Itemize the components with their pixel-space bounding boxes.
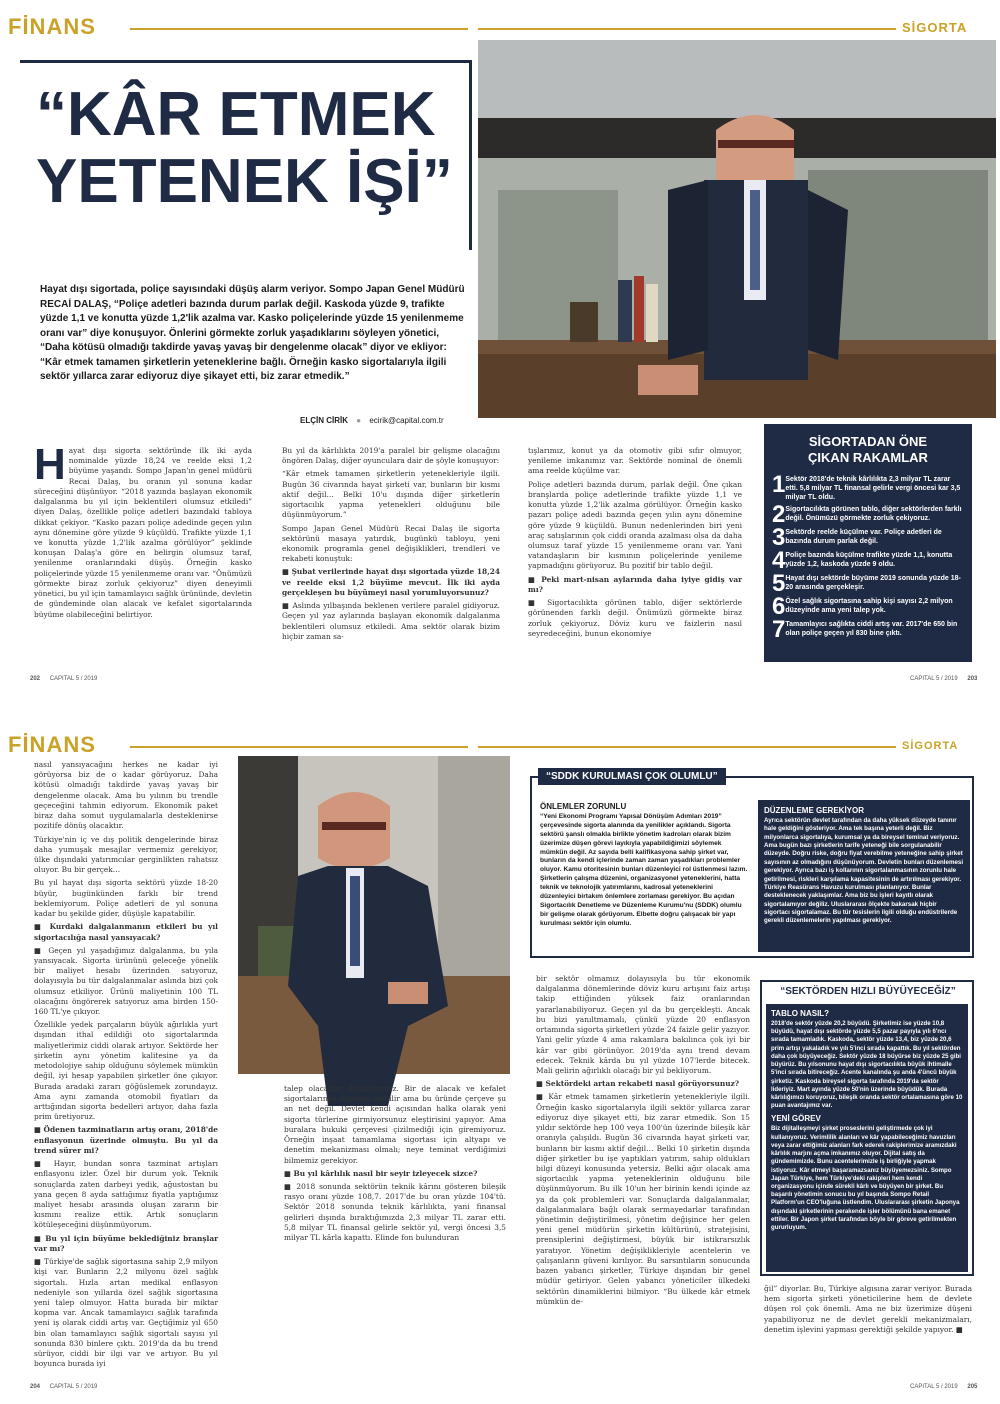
stat-text: Sektör 2018'de teknik kârlılıkta 2,3 milyar TL zarar etti. 5,8 milyar TL finansal gelirle vergi öncesi kar 3,5 milyar TL oldu. — [785, 475, 961, 501]
bottom-col2-p1: talep olacağını düşünüyoruz. Bir de alacak ve kefalet sigortalarında büyüme olabilir ama bu üründe çerçeve şu an net değil. Devlet kendi açısından halka olarak yeni sigorta türlerine girmiyorsunuz eleştirisini yapıyor. Ama buralara hukuki çerçevesi çizilmediği için giremiyoruz. Örneğin inşaat tamamlama sigortası için altyapı ve denetim mekanizması olmalı; neye teminat verdiğimizi bilmemiz gerekiyor. — [284, 1084, 506, 1165]
bottom-col3-p2: ■ Kâr etmek tamamen şirketlerin yetenekleriyle ilgili. Örneğin kasko sigortalarıyla ilgili sektör yıllarca zarar ediyoruz diye şikayet etti, biz zarar etmedik. Son 15 yıldır sektörde hep 100 veya 100'ün üzerinde bileşik kâr oranıyla çalışıldı. Bugün 36 civarında hayat şirketi var, bunların bir kısmı aktif değil… Belki 10 şirketin dışında diğer şirketler bu işe yaptıkları yatırım, sahip oldukları bilgi düzeyi konusunda yetersiz. Belki ağır olacak ama sigortacılık yapma yeteneklerinin olduğunu bile düşünmüyorum. Bu ilk 10'un her birinin kendi içinde az ya da çok problemleri var. Sonuçlarda dalgalanmalar, dalgalanmalara bağlı olarak sermayedarlar tarafından yönetimin değiştirilmesi, yönetim değişince her gelen yeni genel müdürün şirketin kültürünü, stratejisini, prensiplerini değiştirmesi, büyük bir istikrarsızlık yaratıyor. Yönetim değişiklikleriyle acentelerin ve çalışanların güveni kırılıyor. Bu sarsıntıların sonucunda bazen yabancı şirketler, Türkiye dışından bir genel müdür getiriyor. Gelen yabancı yöneticiler ülkedeki sektörün dinamiklerini bilmiyor. “Bu ülkede kâr etmek mümkün de- — [536, 1092, 750, 1306]
page-number-left-bottom: 204 — [30, 1384, 41, 1390]
page-number-203 — [910, 676, 977, 682]
sddk-right-title: DÜZENLEME GEREKİYOR — [764, 806, 865, 815]
author-email[interactable]: ecirik@capital.com.tr — [369, 416, 444, 425]
top-col2-p3: Sompo Japan Genel Müdürü Recai Dalaş ile sigorta sektörünü masaya yatırdık, bugünkü tabloyu, yeni ekonomik programla genel değişiklikleri, trendleri ve rekabeti konuştuk: — [282, 523, 500, 564]
footer-mag-left-bottom: CAPITAL 5 / 2019 — [49, 1384, 98, 1390]
top-col3-question-1: ■ Peki mart-nisan aylarında daha iyiye gidiş var mı? — [528, 574, 742, 594]
page-number-202 — [30, 676, 97, 682]
top-col3-p3: ■ Sigortacılıkta görünen tablo, diğer sektörlerde görünenden farklı değil. Önümüzü görmekte biraz zorluk çekiyoruz. Döviz kuru ve faizlerin nasıl seyredeceğini, bunun ekonomiye — [528, 598, 742, 638]
bottom-col3-p1: bir sektör olmamız dolayısıyla bu tür ekonomik dalgalanma dönemlerinde döviz kuru artışını faiz artışı takip ettiğinden yüksek faiz oranlarından yararlanabiliyoruz. Geçen yıl da bu gerçekleşti. Ancak bu bizi yanıltmamalı, çünkü yüzde 20 enflasyon ortamında sigorta şirketleri yüzde 24 faizle gelir yazıyor. Yani gelir yüzde 4 ama rakamlara bakılınca çok iyi bir kâr var gibi görünüyor. 2019'da aynı trend devam edecek. Teknik kârda bu yıl yüzde 107'lerde bitecek. Mali gelirin ağırlıklı olacağı bir yıl bekliyorum. — [536, 974, 750, 1075]
bottom-column-3 — [536, 974, 750, 1364]
stat-number: 5 — [772, 569, 786, 597]
stats-box-heading — [772, 434, 964, 467]
stat-item — [772, 500, 964, 528]
stat-text: Sigortacılıkta görünen tablo, diğer sektörlerden farklı değil. Önümüzü görmekte zorluk çekiyoruz. — [785, 505, 962, 522]
stat-item — [772, 523, 964, 551]
title-line-2: YETENEK İŞİ” — [36, 146, 453, 216]
page-number-204 — [30, 1384, 97, 1390]
page-number-left-top: 202 — [30, 676, 41, 682]
section-label-finans-top: FİNANS — [8, 14, 96, 39]
bottom-col1-question-3: ■ Bu yıl için büyüme beklediğiniz branşlar var mı? — [34, 1233, 218, 1253]
growth-text-2: Biz dijitalleşmeyi şirket proseslerini geliştirmede çok iyi kullanıyoruz. Verimlilik alanları ve kâr yapabileceğimiz havuzları veya zarar ettiğimiz alanları fark ederek rakiplerimize aramızdaki kârlılık marjını açma imkanımız oluyor. Dijital satış da gündemimizde. Bunu acentelerimizle iş birliğiyle yapmak istiyoruz. Kâr etmeyi başaramazsanız büyüyemezsiniz. Sompo Japan Türkiye, hem Türkiye'deki rakipleri hem kendi organizasyonu içinde sürekli kârlı ve büyüyen bir şirket. Bu başarılı yönetimin sonucu bu yıl başında Sompo Retail Platform'un CEO'luğuna üstlendim. Uluslararası şirketin Japonya dışındaki şirketlerinin perakende işler bölümünü bana emanet ettiler. Bir Japon şirket tarafından böyle bir göreve getirilmekten gururluyum. — [771, 1125, 960, 1232]
footer-mag-left-top: CAPITAL 5 / 2019 — [49, 676, 98, 682]
hero-photo — [478, 40, 996, 418]
sddk-left-title: ÖNLEMLER ZORUNLU — [540, 802, 627, 811]
growth-box-heading: “SEKTÖRDEN HIZLI BÜYÜYECEĞİZ” — [780, 986, 956, 997]
footer-mag-right-bottom: CAPITAL 5 / 2019 — [910, 1384, 958, 1390]
page-number-right-bottom: 205 — [967, 1384, 978, 1390]
stat-item — [772, 592, 964, 620]
sddk-box — [530, 771, 974, 958]
growth-box — [760, 980, 974, 1276]
bottom-column-4 — [764, 1284, 972, 1354]
stat-text: Hayat dışı sektörde büyüme 2019 sonunda yüzde 18-20 arasında gerçekleşir. — [785, 574, 961, 591]
title-line-1: “KÂR ETMEK — [36, 80, 436, 149]
stat-text: Sektörde reelde küçülme var. Poliçe adetleri de bazında durum parlak değil. — [785, 528, 942, 545]
stats-heading-line-1: SİGORTADAN ÖNE — [808, 434, 928, 449]
top-col3-p2: Poliçe adetleri bazında durum, parlak değil. Öne çıkan branşlarda poliçe adetlerinde trafikte yüzde 1,1 ve konutta yüzde 1,2'lik azalma görülüyor. Örneğin kasko pazarı poliçe adedi bazında geçen yılın aynı dönemine göre yüzde 9 küçüldü. Bunun nedenlerinden biri yeni araç satışlarının çok ciddi oranda azalması olsa da daha olumsuz taraf yüzde 15 yenilenmeme oranı var. Yani vatandaşların bir kısmının poliçelerinde yenileme yapmadığını görüyoruz. Bu pozitif bir tablo değil. — [528, 479, 742, 571]
growth-sub-1: TABLO NASIL? — [771, 1009, 830, 1018]
section-rule-left-bottom — [130, 746, 468, 748]
footer-mag-right-top: CAPITAL 5 / 2019 — [910, 676, 958, 682]
section-label-sigorta-bottom: SİGORTA — [902, 740, 959, 752]
bottom-col3-question-1: ■ Sektördeki artan rekabeti nasıl görüyorsunuz? — [536, 1079, 740, 1089]
portrait-photo-image — [238, 756, 510, 1074]
stat-number: 4 — [772, 546, 786, 574]
bottom-col4-p1: ğil” diyorlar. Bu, Türkiye algısına zarar veriyor. Burada hem sigorta şirketi yöneticilerine hem de devlete düşen rol çok önemli. Ama ne biz üzerimize düşeni yapabiliyoruz ne de devlet gerekli mekanizmaları, denetim işlevini yapması gerektiği şekilde yapıyor. ■ — [764, 1284, 972, 1334]
bottom-col1-p4: ■ Geçen yıl yaşadığımız dalgalanma, bu yıla yansıyacak. Sigorta ürününü geleceğe yönelik bir maliyet hesabı üzerinden satıyoruz, dolayısıyla bu tür dalgalanmalar aslında bizi çok olumsuz etkiliyor. Ürünü maliyetinin 100 TL olacağını öngörerek satıyoruz ama birden 150-160 TL'ye çıkıyor. — [34, 945, 218, 1017]
section-rule-right-top — [478, 28, 896, 30]
stat-item — [772, 470, 964, 502]
section-rule-right-bottom — [478, 746, 896, 748]
top-column-1 — [34, 440, 252, 661]
growth-text-1: 2018'de sektör yüzde 20,2 büyüdü. Şirketimiz ise yüzde 10,8 büyüdü, hayat dışı sektörde yüzde 5,5 pazar payıyla yılı 6'ncı sırada tamamladık. Kaskoda, sektör yüzde 13,4, biz yüzde 20,6 prim artışı yakaladık ve yılı 5'inci sırada kapattık. Bu yıl sektörden daha çok büyüyeceğiz. Sektör yüzde 18 büyürse biz yüzde 25 gibi büyürüz. Bu yılsonunu hayat dışı sigortacılıkta büyük ihtimalle 5'inci sırada bitireceğiz. Acente kanalında şu anda 4'üncü büyük şirketiz. Kaskoda bireysel sigorta tarafında 2019'da sektör lideriyiz. Mart ayında yüzde 50'nin üzerinde büyüdük. Burada kârlılığımızı koruyoruz, bileşik oranda sektör ortalamasına göre 10 puan avantajımız var. — [771, 1020, 963, 1110]
bottom-col2-question-1: ■ Bu yıl kârlılık nasıl bir seyir izleyecek sizce? — [284, 1168, 478, 1178]
stat-number: 7 — [772, 615, 786, 643]
portrait-photo — [238, 756, 510, 1074]
sddk-right-panel — [758, 800, 970, 952]
stats-heading-line-2: ÇIKAN RAKAMLAR — [808, 450, 928, 466]
bottom-col1-p6: ■ Hayır, bundan sonra tazminat artışları enflasyonu izler. Özel bir durum yok. Teknik sonuçlarda zaten darbeyi yedik, ağustostan bu yana geçen 8 ayda sattığımız fiyatla yaptığımız maliyet hesabı arasında oluşan zararın bir kısmını realize ettik. Artık sonuçların kötüleşeceğini düşünmüyorum. — [34, 1159, 218, 1230]
top-col3-p1: tışlarımız, konut ya da otomotiv gibi sıfır olmuyor, yenileme imkanımız var. Sektörde nominal de önemli ama reelde küçülme var. — [528, 446, 742, 476]
page-number-right-top: 203 — [967, 676, 978, 682]
sddk-box-heading: “SDDK KURULMASI ÇOK OLUMLU” — [538, 768, 726, 785]
stat-number: 2 — [772, 500, 786, 528]
sddk-right-text: Ayrıca sektörün devlet tarafından da daha yüksek düzeyde tanınır hale geldiğini gösteriyor. Ama tek başına yeterli değil. Biz milyonlarca sigortalıya, kurumsal ya da bireysel teminat veriyoruz. Ama bugün bazı şirketlerin tarife yeteneği bile sorgulanabilir düzeyde. Doğru riske, doğru fiyat verebilme yeteneğine sahip şirket sayısının az olmadığını düşünüyorum. Devletin bunları düzenlemesi gerekiyor. Ayrıca bazı iş kollarının sigortalanmasının zorunlu hale getirilmesi, riskleri karşılama kapasitesinin de artırılması gerekiyor. Türkiye Reasürans Havuzu kurulması planlanıyor. Bunlar desteklenecek yaklaşımlar. Ama biz bu işleri kayıtlı olarak sigortalamıyor değiliz. Uluslararası ölçekte bakarsak hiçbir sigortacı sigortalamaz. Bu tür tesislerin ilgili olduğu endüstrilerde gerekli düzenlemelerin yapılması gerekiyor. — [764, 817, 964, 925]
section-rule-left-top — [130, 28, 468, 30]
bottom-col1-p7: ■ Türkiye'de sağlık sigortasına sahip 2,9 milyon kişi var. Bunların 2,2 milyonu özel sağlık sigortalı. Hızla artan medikal enflasyon nedeniyle son yıllarda özel sağlık sigortasına yeni talep olmuyor. Hatta burada bir miktar kopma var. Ancak tamamlayıcı sağlık tarafında yeni iş olarak ciddi artış var. Geçtiğimiz yıl 650 bin olan tamamlayıcı sağlık sigortalı sayısı yıl sonunda 830 binlere çıktı. 2019'da da bu trend sürüyor, ciddi bir ilgi var ve artıyor. Bu yıl boyunca burada iyi — [34, 1257, 218, 1369]
top-col2-question-1: ■ Şubat verilerinde hayat dışı sigortada yüzde 18,24 ve reelde eksi 1,2 büyüme mevcut. İlk iki ayda gerçekleşen bu büyümeyi nasıl yorumluyorsunuz? — [282, 567, 500, 597]
bottom-col1-p3: Bu yıl hayat dışı sigorta sektörü yüzde 18-20 büyür, bugünkünden farklı bir trend beklemiyorum. Poliçe adetleri de yıl sonuna kadar bu şekilde gider, düşüşle kapatabilir. — [34, 878, 218, 919]
stat-text: Tamamlayıcı sağlıkta ciddi artış var. 2017'de 650 bin olan poliçe geçen yıl 830 bine çıktı. — [785, 620, 958, 637]
page-number-205 — [910, 1384, 977, 1390]
section-label-sigorta-top: SİGORTA — [902, 20, 968, 35]
byline-dot: ● — [356, 416, 362, 425]
bottom-column-2 — [284, 1084, 506, 1364]
stat-text: Özel sağlık sigortasına sahip kişi sayısı 2,2 milyon düzeyinde ama yeni talep yok. — [785, 597, 953, 614]
author-name: ELÇİN CİRİK — [300, 416, 348, 425]
top-column-2 — [282, 446, 500, 664]
stat-item — [772, 569, 964, 597]
stats-list — [772, 470, 964, 643]
top-column-3 — [528, 446, 742, 664]
hero-photo-image — [478, 40, 996, 418]
byline — [300, 416, 444, 425]
top-col2-p1: Bu yıl da kârlılıkta 2019'a paralel bir gelişme olacağını öngören Dalaş, diğer oyunculara dair de şöyle konuşuyor: — [282, 446, 500, 466]
bottom-col1-question-1: ■ Kurdaki dalgalanmanın etkileri bu yıl sigortacılığa nasıl yansıyacak? — [34, 922, 218, 942]
bottom-col2-p2: ■ 2018 sonunda sektörün teknik kârını gösteren bileşik rasyo oranı yüzde 108,7. 2017'de bu oran yüzde 104'tü. Sektör 2018 sonunda teknik kârlılıkta, yani finansal gelirleri dışında bıraktığımızda 2,3 milyar TL zarar etti. 5,8 milyar TL finansal gelirle sektör yıl, vergi öncesi 3,5 milyar TL kârla kapattı. Elinde fon bulunduran — [284, 1181, 506, 1243]
stat-text: Poliçe bazında küçülme trafikte yüzde 1,1, konutta yüzde 1,2, kaskoda yüzde 9 oldu. — [785, 551, 953, 568]
sddk-left-lead: “Yeni Ekonomi Programı Yapısal Dönüşüm Adımları 2019” — [540, 813, 722, 820]
dropcap: H — [34, 440, 66, 489]
sddk-left-text: çerçevesinde sigorta alanında da yenilikler açıklandı. Sigorta sektörü şanslı olmakla birlikte yönetim kadroları olarak bizim üzerimize düşen görevi layıkıyla yapabildiğimizi söylemek mümkün değil. Az sayıda belli kalifikasyona sahip şirket var, bunların da kendi içlerinde zaman zaman yaşadıkları problemler oluyor. Kamu otoritesinin bunları düzenleyici rol üstlenmesi lazım. Şirketlerin çalışma düzenini, organizasyonel yeteneklerini, hatta teknik ve teknolojik yatırımlarını, kadrosal yeteneklerini düzenleyici birtakım önlemlere zorlaması gerekiyor. Bu açıdan Sigortacılık Denetleme ve Düzenleme Kurumu'nu (SDDK) olumlu bir gelişme olarak görüyorum. Elbette doğru çalışacak bir yapı kurulması sektör için olumlu. — [540, 821, 748, 927]
growth-sub-2: YENİ GÖREV — [771, 1114, 821, 1124]
article-intro: Hayat dışı sigortada, poliçe sayısındaki düşüş alarm veriyor. Sompo Japan Genel Müdürü RECAİ DALAŞ, “Poliçe adetleri bazında durum parlak değil. Kaskoda yüzde 9, trafikte yüzde 1,1 ve konutta yüzde 1,2'lik azalma var. Kasko poliçelerinde yüzde 15 yenilenmeme oranı var” diye konuşuyor. Önlerini görmekte zorluk yaşadıklarını söyleyen yönetici, “Daha kötüsü olmadığı takdirde yavaş yavaş bir dengelenme olacak” diyor ve ekliyor: “Kâr etmek tamamen şirketlerin yeteneklerine bağlı. Örneğin kasko sigortalarıyla ilgili sektör yıllarca zarar ediyoruz diye şikayet etti, biz zarar etmedik.” — [40, 284, 465, 382]
bottom-column-1 — [34, 760, 219, 1369]
bottom-col1-p1: nasıl yansıyacağını herkes ne kadar iyi görüyorsa biz de o kadar görüyoruz. Daha kötüsü olmadığı takdirde yavaş yavaş bir dengelenme olacak. Ama bu yılının bu trendle geçeceğini tahmin ediyorum. Ekonomik paket biraz daha somut uygulamalarla desteklenirse pozitife dönüş olacaktır. — [34, 760, 218, 831]
stat-number: 3 — [772, 523, 786, 551]
stats-box — [764, 424, 972, 662]
stat-item — [772, 615, 964, 643]
article-title — [36, 82, 466, 216]
stat-number: 6 — [772, 592, 786, 620]
stat-number: 1 — [772, 470, 786, 498]
stat-item — [772, 546, 964, 574]
section-label-finans-bottom: FİNANS — [8, 732, 96, 757]
top-col2-p2: “Kâr etmek tamamen şirketlerin yetenekleriyle ilgili. Bugün 36 civarında hayat şirketi var, bunların bir kısmı aktif değil… Belki 10'u dışında diğer şirketlerin sigortacılık yapma yetenekleri olduğunu bile düşünmüyorum.” — [282, 469, 500, 520]
top-col2-p4: ■ Aslında yılbaşında beklenen verilere paralel gidiyoruz. Geçen yıl yaz aylarında başlayan ekonomik dalgalanma beklentileri olumsuz etkiledi. Ama sektör olarak bizim hiçbir zaman sa- — [282, 601, 500, 641]
top-col1-text: ayat dışı sigorta sektöründe ilk iki ayda nominalde yüzde 18,24 ve reelde eksi 1,2 büyüme yaşandı. Sompo Japan'ın genel müdürü Recai Dalaş, bu oranın yıl sonuna kadar süreceğini düşünüyor. “2018 yazında başlayan ekonomik dalgalanma bu yıl için beklentileri olumsuz etkiledi” diyen Dalaş, özellikle poliçe adetleri bazındaki tabloya dikkat çekiyor. “Kasko pazarı poliçe adedinde geçen yılın aynı dönemine göre yüzde 9 küçüldü. Trafikte yüzde 1,1 ve konutta yüzde 1,2'lik azalma görülüyor” şeklinde konuşan Dalaş'a göre en belirgin olumsuz taraf, yenilenme oranlarındaki düşüş. Örneğin kasko poliçelerinde yüzde 15 yenilenmeme oranı var. “Önümüzü görmekte biraz zorluk çekiyoruz” diyen deneyimli yönetici, bu yıl için tamamlayıcı sağlık ürününde, devletin de gündeminde olan alacak ve kefalet sigortalarında büyüme olabileceğini belirtiyor. — [34, 446, 252, 619]
bottom-col1-p2: Türkiye'nin iç ve dış politik dengelerinde biraz daha yumuşak mesajlar vermemiz gerekiyor, ülke dışındaki yatırımcılar gerginlikten rahatsız oluyor. Bu bir gerçek… — [34, 834, 218, 875]
bottom-col1-question-2: ■ Ödenen tazminatların artış oranı, 2018'de enflasyonun üzerinde olmuştu. Bu yıl da trend sürer mi? — [34, 1125, 219, 1155]
sddk-left-panel — [540, 802, 750, 929]
growth-box-body — [766, 1004, 968, 1272]
bottom-col1-p5: Özellikle yedek parçaların büyük ağırlıkla yurt dışından ithal edildiği oto sigortalarında maliyetlerimiz ciddi olarak artıyor. Sektörde her şirketin aynı yönetim kalitesine ya da metodolojiye sahip olduğunu söylemek mümkün değil, iyi hesap yapabilen şirketler öne çıkıyor. Burada aradaki zararı göğüslemek zorundayız. Ama aynı zamanda otomobil fiyatları da arttığından sigorta bedelleri artıyor, daha fazla prim üretiyoruz. — [34, 1020, 218, 1122]
